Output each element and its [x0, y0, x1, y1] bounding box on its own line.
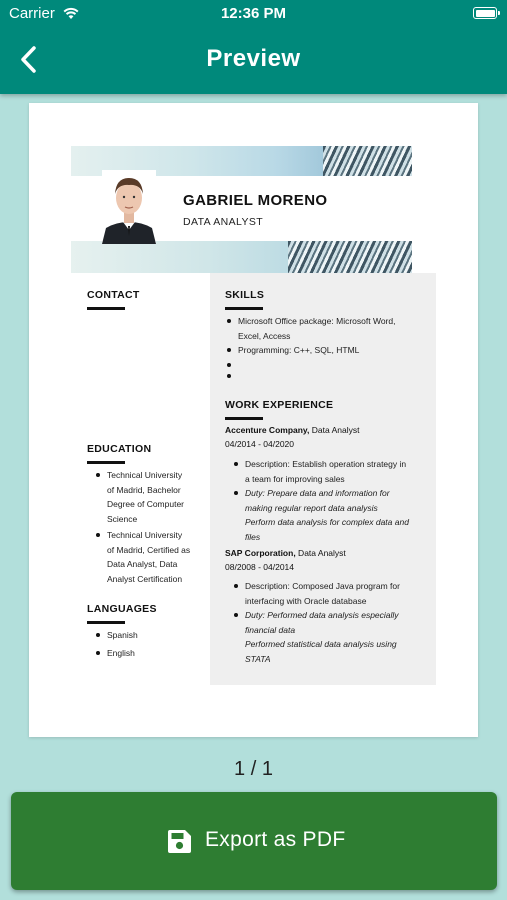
section-divider — [87, 621, 125, 624]
building-graphic — [323, 146, 412, 176]
job-description: Description: Establish operation strategy in a team for improving sales — [245, 457, 406, 486]
profile-photo — [102, 170, 156, 244]
skill-item: Microsoft Office package: Microsoft Word, Excel, Access — [238, 314, 395, 343]
building-graphic — [288, 241, 412, 273]
job-company: Accenture Company, — [225, 425, 310, 435]
page-indicator: 1 / 1 — [234, 758, 273, 780]
clock: 12:36 PM — [220, 5, 287, 22]
job-duty: Duty: Performed data analysis especially financial data Performed statistical data analysis using STATA — [245, 608, 399, 666]
languages-heading: LANGUAGES — [87, 603, 157, 615]
language-item: Spanish — [107, 628, 138, 643]
work-experience-heading: WORK EXPERIENCE — [225, 399, 334, 411]
job-dates: 04/2014 - 04/2020 — [225, 439, 295, 449]
job-title: Data Analyst — [309, 425, 360, 435]
contact-heading: CONTACT — [87, 289, 140, 301]
job-header — [225, 548, 346, 558]
header-banner-bottom — [71, 241, 412, 273]
export-pdf-label: Export as PDF — [205, 828, 346, 851]
export-pdf-button[interactable] — [11, 792, 497, 890]
education-item: Technical University of Madrid, Certified as Data Analyst, Data Analyst Certification — [107, 528, 190, 586]
skill-item: Programming: C++, SQL, HTML — [238, 343, 359, 358]
section-divider — [87, 307, 125, 310]
section-divider — [87, 461, 125, 464]
skills-heading: SKILLS — [225, 289, 265, 301]
education-item: Technical University of Madrid, Bachelor Degree of Computer Science — [107, 468, 184, 526]
section-divider — [225, 307, 263, 310]
section-divider — [225, 417, 263, 420]
navigation-bar — [0, 0, 507, 94]
resume-name: GABRIEL MORENO — [183, 192, 328, 209]
job-title: Data Analyst — [295, 548, 346, 558]
job-company: SAP Corporation, — [225, 548, 296, 558]
resume-role: DATA ANALYST — [183, 216, 264, 228]
job-description: Description: Composed Java program for interfacing with Oracle database — [245, 579, 400, 608]
education-heading: EDUCATION — [87, 443, 152, 455]
job-duty: Duty: Prepare data and information for making regular report data analysis Perform data analysis for complex data and files — [245, 486, 409, 544]
job-dates: 08/2008 - 04/2014 — [225, 562, 295, 572]
status-bar — [0, 0, 507, 28]
battery-icon — [473, 7, 497, 19]
job-header — [225, 425, 359, 435]
page-title: Preview — [206, 45, 301, 72]
save-icon — [168, 830, 191, 853]
language-item: English — [107, 646, 135, 661]
resume-preview-page[interactable] — [29, 103, 478, 737]
carrier-label: Carrier — [9, 5, 55, 22]
